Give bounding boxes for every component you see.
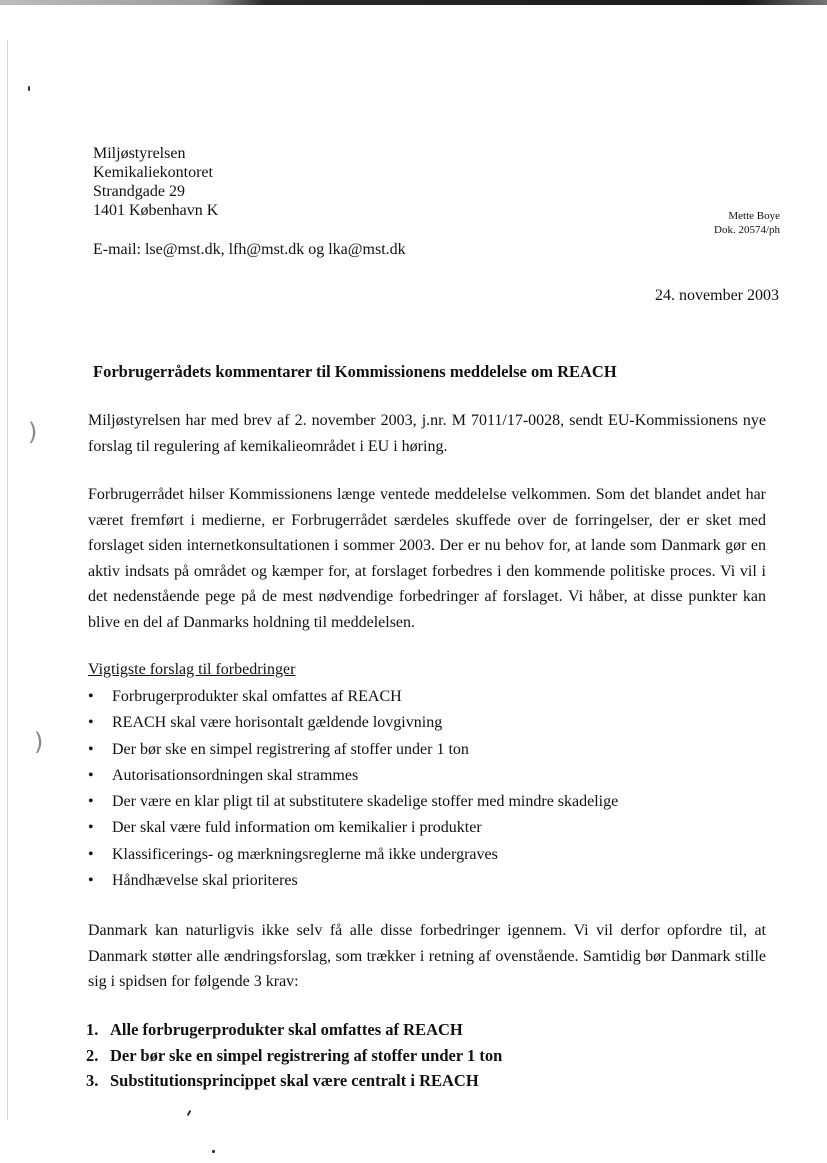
scan-speck (187, 1110, 192, 1116)
recipient-city: 1401 København K (93, 202, 219, 219)
intro-paragraph: Miljøstyrelsen har med brev af 2. november 2003, j.nr. M 7011/17-0028, sendt EU-Kommissionens nye forslag til regulering af kemikalieområdet i EU i høring. (88, 412, 766, 455)
recipient-street: Strandgade 29 (93, 183, 185, 200)
list-number: 3. (86, 1071, 99, 1090)
bullet-icon: • (88, 688, 94, 705)
list-item-text: Der bør ske en simpel registrering af stoffer under 1 ton (112, 740, 469, 758)
bullet-icon: • (88, 872, 94, 890)
list-item-text: Alle forbrugerprodukter skal omfattes af REACH (110, 1020, 463, 1039)
bullet-icon: • (88, 714, 94, 732)
closing-paragraph: Danmark kan naturligvis ikke selv få alle disse forbedringer igennem. Vi vil derfor opfordre til, at Danmark støtter alle ændringsforslag, som trækker i retning af ovenstående. Samtidig bør Danmark stille sig i spidsen for følgende 3 krav: (88, 922, 766, 990)
demands-list (86, 1017, 502, 1094)
sender-name: Mette Boye (728, 210, 780, 222)
recipient-address (93, 144, 218, 220)
list-item-text: Forbrugerprodukter skal omfattes af REACH (112, 688, 402, 705)
improvements-list (88, 684, 618, 894)
list-item-text: Der være en klar pligt til at substitutere skadelige stoffer med mindre skadelige (112, 793, 619, 811)
list-item (88, 815, 618, 841)
list-item-text: Klassificerings- og mærkningsreglerne må ikke undergraves (112, 845, 498, 863)
recipient-department: Kemikaliekontoret (93, 164, 213, 181)
scan-top-edge (0, 0, 827, 5)
body-paragraph: Forbrugerrådet hilser Kommissionens længe ventede meddelelse velkommen. Som det blandet andet har været fremført i medierne, er Forbrugerrådet særdeles skuffede over de forringelser, der er sket med forslaget siden internetkonsultationen i sommer 2003. Der er nu behov for, at lande som Danmark gør en aktiv indsats på området og kæmper for, at forslaget forbedres i den kommende politiske proces. Vi vil i det nedenstående pege på de mest nødvendige forbedringer af forslaget. Vi håber, at disse punkter kan blive en del af Danmarks holdning til meddelelsen. (88, 486, 766, 631)
improvements-heading: Vigtigste forslag til forbedringer (88, 661, 296, 678)
punch-hole-mark: ) (28, 418, 38, 446)
scan-speck (28, 86, 30, 91)
recipient-name: Miljøstyrelsen (93, 145, 186, 162)
bullet-icon: • (88, 766, 94, 784)
list-item (88, 684, 618, 710)
list-item (86, 1017, 502, 1043)
list-number: 1. (86, 1020, 99, 1039)
list-item (88, 842, 618, 868)
scan-speck (212, 1150, 215, 1153)
list-item (88, 710, 618, 736)
document-reference: Dok. 20574/ph (714, 224, 780, 236)
bullet-icon: • (88, 740, 94, 758)
letter-subject: Forbrugerrådets kommentarer til Kommissionens meddelelse om REACH (93, 362, 617, 381)
list-item-text: Der skal være fuld information om kemikalier i produkter (112, 819, 482, 837)
sender-block (714, 209, 780, 237)
list-item-text: Der bør ske en simpel registrering af stoffer under 1 ton (110, 1045, 503, 1065)
bullet-icon: • (88, 793, 94, 811)
bullet-icon: • (88, 845, 94, 863)
list-item-text: Håndhævelse skal prioriteres (112, 872, 298, 890)
scan-left-edge (7, 40, 8, 1120)
list-item-text: Substitutionsprincippet skal være centralt i REACH (110, 1071, 479, 1090)
letter-date: 24. november 2003 (655, 287, 779, 304)
list-item (86, 1043, 502, 1069)
punch-hole-mark: ) (34, 728, 44, 756)
list-item (88, 763, 618, 789)
list-item (88, 868, 618, 894)
list-item (86, 1068, 502, 1094)
list-item-text: REACH skal være horisontalt gældende lovgivning (112, 714, 443, 732)
list-number: 2. (86, 1045, 99, 1065)
list-item-text: Autorisationsordningen skal strammes (112, 766, 359, 784)
bullet-icon: • (88, 819, 94, 837)
list-item (88, 737, 618, 763)
recipient-email: E-mail: lse@mst.dk, lfh@mst.dk og lka@mst.dk (93, 241, 406, 258)
list-item (88, 789, 618, 815)
